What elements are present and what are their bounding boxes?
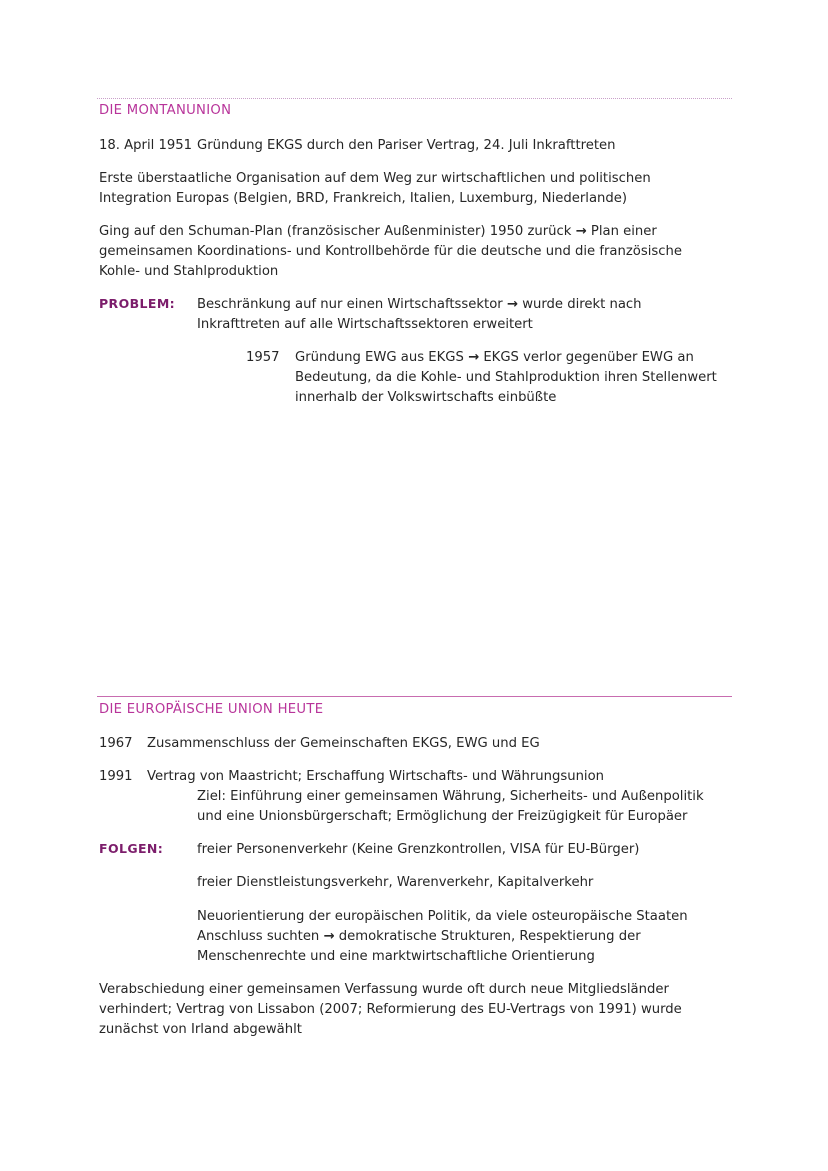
arrow-right-icon: → [468,350,480,365]
folgen-item: freier Personenverkehr (Keine Grenzkontrollen, VISA für EU-Bürger) [197,842,640,857]
closing-line: zunächst von Irland abgewählt [99,1022,302,1037]
closing-line: verhindert; Vertrag von Lissabon (2007; Reformierung des EU-Vertrags von 1991) wurde [99,1002,682,1017]
section-heading-montanunion: DIE MONTANUNION [99,103,232,118]
year-label: 1967 [99,736,133,751]
section-heading-eu-heute: DIE EUROPÄISCHE UNION HEUTE [99,702,324,717]
date-label: 18. April 1951 [99,138,193,153]
folgen-item [197,927,641,947]
problem-line: Inkrafttreten auf alle Wirtschaftssektoren erweitert [197,317,533,332]
paragraph-line: Kohle- und Stahlproduktion [99,264,279,279]
event-line: Zusammenschluss der Gemeinschaften EKGS, EWG und EG [147,736,540,751]
folgen-item: Menschenrechte und eine marktwirtschaftliche Orientierung [197,949,595,964]
event-line: innerhalb der Volkswirtschafts einbüßte [295,390,557,405]
ziel-line: Ziel: Einführung einer gemeinsamen Währung, Sicherheits- und Außenpolitik [197,789,704,804]
folgen-label: FOLGEN: [99,841,164,856]
text-segment: Ging auf den Schuman-Plan (französischer Außenminister) 1950 zurück [99,224,572,239]
text-segment: EKGS verlor gegenüber EWG an [483,350,694,365]
paragraph-line: gemeinsamen Koordinations- und Kontrollbehörde für die deutsche und die französische [99,244,682,259]
arrow-right-icon: → [323,929,335,944]
folgen-item: Neuorientierung der europäischen Politik, da viele osteuropäische Staaten [197,909,688,924]
problem-label: PROBLEM: [99,296,176,311]
text-segment: wurde direkt nach [522,297,642,312]
year-label: 1991 [99,769,133,784]
closing-line: Verabschiedung einer gemeinsamen Verfassung wurde oft durch neue Mitgliedsländer [99,982,669,997]
text-segment: Plan einer [590,224,657,239]
paragraph-line: Integration Europas (Belgien, BRD, Frankreich, Italien, Luxemburg, Niederlande) [99,191,628,206]
year-label: 1957 [246,350,280,365]
arrow-right-icon: → [575,224,587,239]
folgen-item: freier Dienstleistungsverkehr, Warenverkehr, Kapitalverkehr [197,875,594,890]
event-line: Bedeutung, da die Kohle- und Stahlproduktion ihren Stellenwert [295,370,717,385]
section-divider [97,98,732,99]
text-segment: Anschluss suchten [197,929,320,944]
arrow-right-icon: → [506,297,518,312]
section-divider [97,696,732,697]
paragraph-line: Erste überstaatliche Organisation auf dem Weg zur wirtschaftlichen und politischen [99,171,651,186]
event-line: Vertrag von Maastricht; Erschaffung Wirtschafts- und Währungsunion [147,769,605,784]
date-text: Gründung EKGS durch den Pariser Vertrag, 24. Juli Inkrafttreten [197,138,616,153]
ziel-line: und eine Unionsbürgerschaft; Ermöglichung der Freizügigkeit für Europäer [197,809,688,824]
text-segment: demokratische Strukturen, Respektierung der [338,929,641,944]
problem-line [197,295,642,315]
event-line [295,348,694,368]
paragraph-line [99,222,657,242]
text-segment: Gründung EWG aus EKGS [295,350,464,365]
text-segment: Beschränkung auf nur einen Wirtschaftssektor [197,297,503,312]
